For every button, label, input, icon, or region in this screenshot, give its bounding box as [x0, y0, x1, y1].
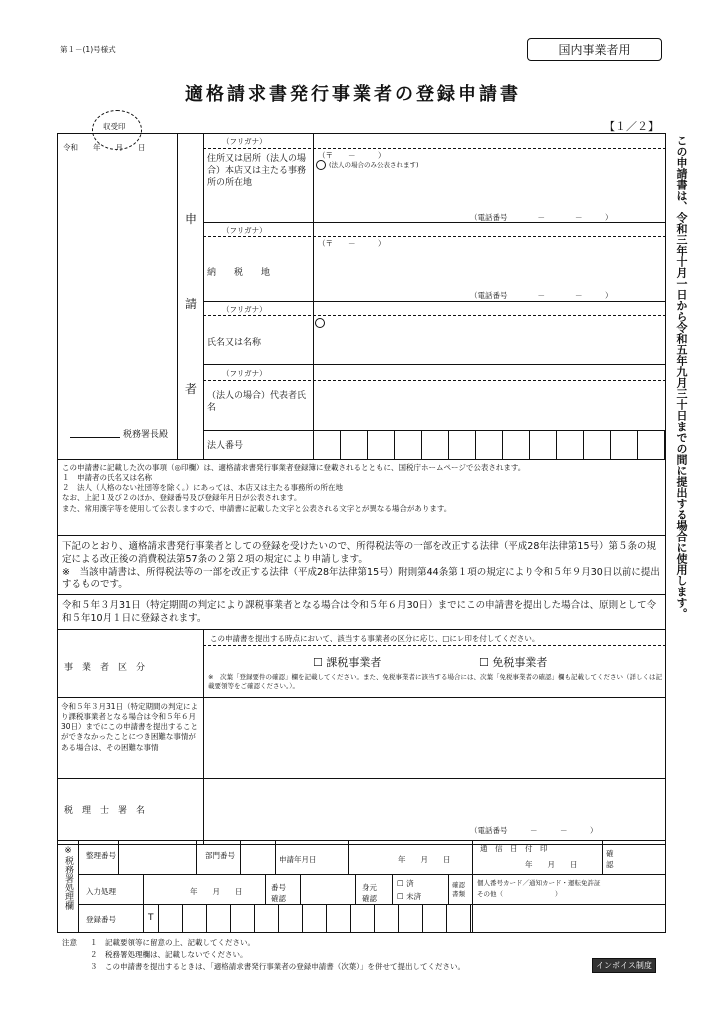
exempt-option[interactable]: ☐ 免税事業者 — [479, 656, 548, 669]
nyuryoku-date[interactable]: 年 月 日 — [190, 887, 243, 896]
domestic-badge: 国内事業者用 — [527, 38, 662, 61]
tax-place-postal[interactable]: （〒 － ） — [318, 239, 386, 248]
furigana-label-3: （フリガナ） — [222, 305, 267, 314]
furigana-label-4: （フリガナ） — [222, 369, 267, 378]
bango-kakunin-label: 番号確認 — [271, 883, 286, 903]
business-type-label: 事 業 者 区 分 — [64, 663, 146, 673]
applicant-vertical-1: 申 — [185, 212, 198, 226]
address-postal[interactable]: （〒 － ） — [318, 151, 386, 160]
tax-office-label: 税務署長殿 — [123, 430, 169, 440]
tax-accountant-tel[interactable]: （電話番号 － － ） — [470, 826, 598, 835]
note-3: ３ この申請書を提出するときは、「適格請求書発行事業者の登録申請書（次葉）」を併せて提出してください。 — [90, 962, 465, 971]
shinsei-date-label: 申請年月日 — [279, 855, 317, 864]
checkbox-icon[interactable]: ☐ — [479, 656, 493, 669]
address-label: 住所又は居所（法人の場合）本店又は主たる事務所の所在地 — [207, 154, 307, 189]
taxable-option[interactable]: ☐ 課税事業者 — [313, 656, 382, 669]
furigana-label-2: （フリガナ） — [222, 226, 267, 235]
check-docs-label: 確認書類 — [452, 881, 465, 898]
rep-label: （法人の場合）代表者氏名 — [207, 391, 307, 414]
business-type-note: ※ 次葉「登録要件の確認」欄を記載してください。また、免税事業者に該当する場合には、次葉「免税事業者の確認」欄も記載してください（詳しくは記載要領等をご確認ください。）。 — [208, 673, 662, 690]
reg-no-label: 登録番号 — [86, 915, 116, 924]
check-doc-2: その他（ ） — [477, 890, 562, 898]
receipt-stamp: 収受印 — [103, 122, 126, 131]
mimoto-kakunin-label: 身元確認 — [362, 883, 377, 903]
tax-place-label: 納 税 地 — [207, 268, 271, 278]
shinsei-date-value[interactable]: 年 月 日 — [398, 855, 451, 864]
public-mark-icon — [316, 160, 326, 170]
public-notice: この申請書に記載した次の事項（◎印欄）は、適格請求書発行事業者登録簿に登載されるとともに、国税庁ホームページで公表されます。 １ 申請者の氏名又は名称 ２ 法人（人格のない社団等を除く。）にあっては、本店又は主たる事務所の所在地 なお、上記１及び２のほか、登録番号及び登録年月日が公表されます。 また、常用漢字等を使用して公表しますので、申請書に記載した文字と公表される文字とが異なる場合があります。 — [62, 463, 526, 513]
tax-place-tel[interactable]: （電話番号 － － ） — [470, 291, 613, 300]
checkbox-icon[interactable]: ☐ — [397, 879, 407, 888]
reg-no-prefix: T — [148, 913, 154, 923]
applicant-vertical-2: 請 — [185, 297, 198, 311]
bumon-label: 部門番号 — [205, 851, 235, 860]
business-type-instruction: この申請書を提出する時点において、該当する事業者の区分に応じ、□にレ印を付してください。 — [210, 634, 540, 643]
invoice-badge: インボイス制度 — [592, 958, 656, 973]
reg-no-boxes[interactable] — [158, 904, 472, 933]
tsushin-label: 通 信 日 付 印 — [480, 844, 548, 853]
office-use-label: ※税務署処理欄 — [63, 846, 73, 910]
check-doc-1: 個人番号カード／通知カード・運転免許証 — [477, 879, 601, 887]
name-public-mark-icon — [315, 318, 328, 329]
deadline-text: 令和５年３月31日（特定期間の判定により課税事業者となる場合は令和５年６月30日）までにこの申請書を提出した場合は、原則として令和５年10月１日に登録されます。 — [62, 600, 657, 624]
checkbox-icon[interactable]: ☐ — [397, 892, 407, 901]
note-2: ２ 税務署処理欄は、記載しないでください。 — [90, 950, 248, 959]
form-title: 適格請求書発行事業者の登録申請書 — [185, 84, 521, 105]
difficulty-field[interactable] — [204, 698, 664, 778]
page-number: 【１／２】 — [604, 120, 659, 133]
tax-office-blank[interactable] — [70, 437, 120, 438]
name-label: 氏名又は名称 — [207, 338, 262, 348]
corp-no-label: 法人番号 — [207, 441, 244, 451]
difficulty-label: 令和５年３月31日（特定期間の判定により課税事業者となる場合は令和５年６月30日）までにこの申請書を提出することができなかったことにつき困難な事情がある場合は、その困難な事情 — [61, 702, 199, 752]
undone-option[interactable]: ☐ 未済 — [397, 892, 422, 901]
notes-title: 注意 — [62, 938, 77, 947]
checkbox-icon[interactable]: ☐ — [313, 656, 327, 669]
seiri-label: 整理番号 — [86, 851, 116, 860]
tsushin-date[interactable]: 年 月 日 — [525, 860, 578, 869]
form-code: 第１－(1)号様式 — [60, 45, 116, 54]
date-field[interactable]: 令和 年 月 日 — [63, 143, 146, 152]
nyuryoku-label: 入力処理 — [86, 887, 116, 896]
address-tel[interactable]: （電話番号 － － ） — [470, 213, 613, 222]
tax-accountant-label: 税 理 士 署 名 — [64, 806, 146, 816]
request-text: 下記のとおり、適格請求書発行事業者としての登録を受けたいので、所得税法等の一部を改正する法律（平成28年法律第15号）第５条の規定による改正後の消費税法第57条の２第２項の規定により申請します。 ※ 当該申請書は、所得税法等の一部を改正する法律（平成28年法律第15号）附則第44条第１項の規定により令和５年９月30日以前に提出するものです。 — [62, 541, 660, 591]
applicant-vertical-3: 者 — [185, 382, 198, 396]
done-option[interactable]: ☐ 済 — [397, 879, 414, 888]
side-note: この申請書は、令和三年十月一日から令和五年九月三十日までの間に提出する場合に使用します。 — [675, 135, 688, 619]
note-1: １ 記載要領等に留意の上、記載してください。 — [90, 938, 255, 947]
address-note: (法人の場合のみ公表されます) — [316, 160, 419, 170]
corp-no-boxes[interactable] — [313, 430, 666, 459]
furigana-label: （フリガナ） — [222, 137, 267, 146]
kakunin-label: 確認 — [606, 849, 614, 869]
